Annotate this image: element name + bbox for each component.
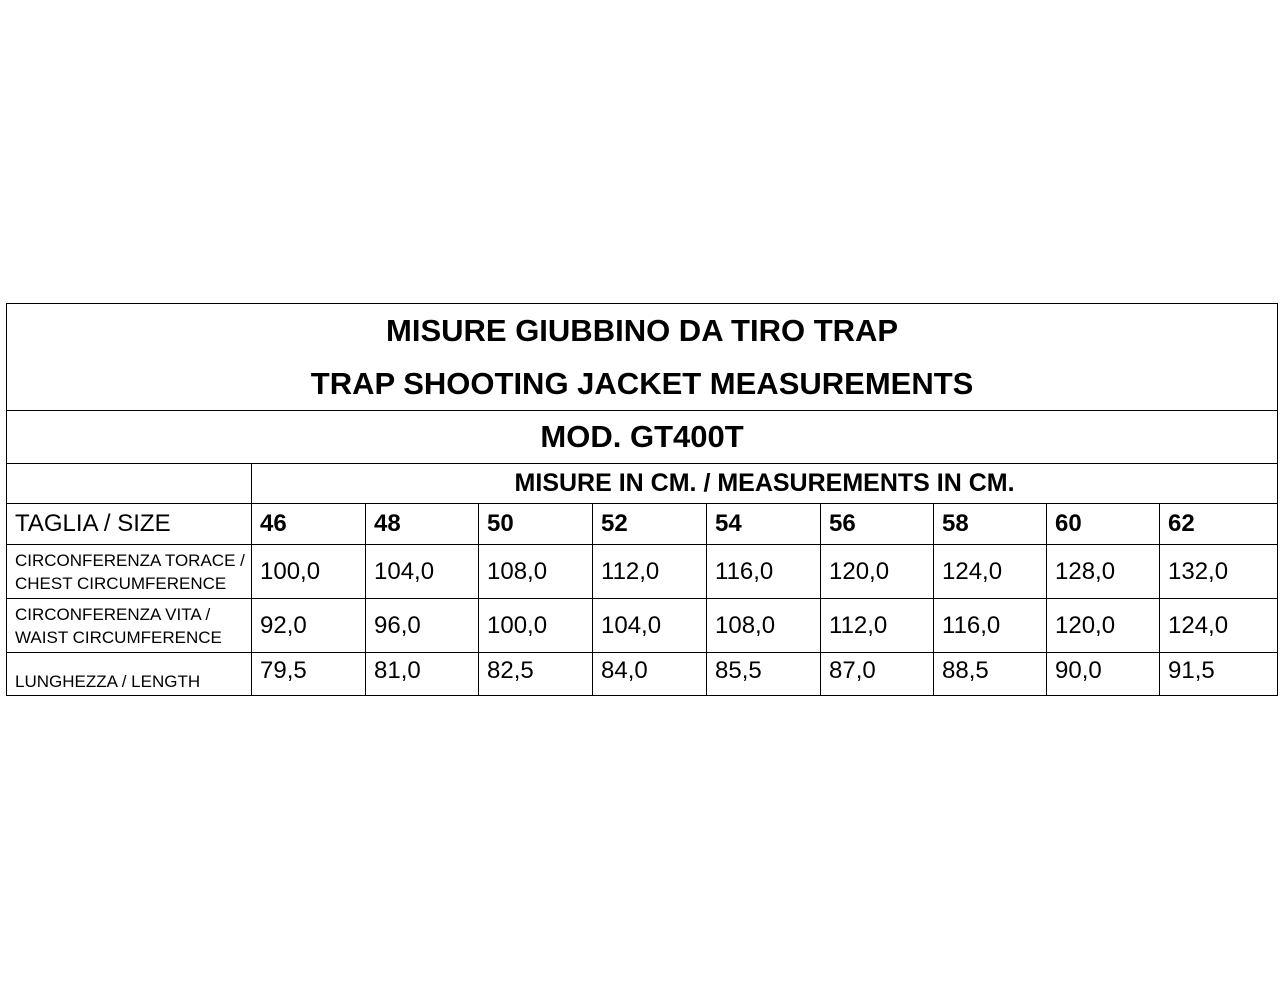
waist-value-cell: 112,0 — [821, 599, 934, 653]
chest-value-cell: 132,0 — [1160, 545, 1278, 599]
model-name: MOD. GT400T — [7, 411, 1278, 464]
size-header-cell: 52 — [593, 504, 707, 545]
title-italian: MISURE GIUBBINO DA TIRO TRAP — [386, 313, 899, 348]
size-header-cell: 46 — [252, 504, 366, 545]
size-header-cell: 50 — [479, 504, 593, 545]
length-value-cell: 81,0 — [366, 653, 479, 696]
chest-value-cell: 116,0 — [707, 545, 821, 599]
size-chart-table — [6, 303, 1278, 696]
chest-value-cell: 120,0 — [821, 545, 934, 599]
units-header: MISURE IN CM. / MEASUREMENTS IN CM. — [252, 464, 1278, 504]
length-value-cell: 79,5 — [252, 653, 366, 696]
length-value-cell: 85,5 — [707, 653, 821, 696]
chest-value-cell: 112,0 — [593, 545, 707, 599]
length-value-cell: 82,5 — [479, 653, 593, 696]
size-header-cell: 48 — [366, 504, 479, 545]
waist-value-cell: 96,0 — [366, 599, 479, 653]
units-row — [7, 464, 1278, 504]
waist-value-cell: 100,0 — [479, 599, 593, 653]
length-value-cell: 88,5 — [934, 653, 1047, 696]
length-value-cell: 90,0 — [1047, 653, 1160, 696]
waist-label-english: WAIST CIRCUMFERENCE — [15, 627, 222, 647]
waist-row — [7, 599, 1278, 653]
length-value-cell: 84,0 — [593, 653, 707, 696]
size-header-cell: 60 — [1047, 504, 1160, 545]
chest-label-italian: CIRCONFERENZA TORACE / — [15, 550, 245, 570]
chest-row-label — [7, 545, 252, 599]
size-header-cell: 58 — [934, 504, 1047, 545]
waist-label-italian: CIRCONFERENZA VITA / — [15, 604, 211, 624]
waist-value-cell: 120,0 — [1047, 599, 1160, 653]
waist-value-cell: 108,0 — [707, 599, 821, 653]
waist-value-cell: 104,0 — [593, 599, 707, 653]
size-header-cell: 54 — [707, 504, 821, 545]
chest-value-cell: 100,0 — [252, 545, 366, 599]
title-english: TRAP SHOOTING JACKET MEASUREMENTS — [310, 366, 974, 401]
length-value-cell: 91,5 — [1160, 653, 1278, 696]
chest-row — [7, 545, 1278, 599]
size-header-cell: 56 — [821, 504, 934, 545]
chest-value-cell: 104,0 — [366, 545, 479, 599]
length-value-cell: 87,0 — [821, 653, 934, 696]
waist-value-cell: 124,0 — [1160, 599, 1278, 653]
chest-value-cell: 108,0 — [479, 545, 593, 599]
size-row — [7, 504, 1278, 545]
size-header-cell: 62 — [1160, 504, 1278, 545]
chest-label-english: CHEST CIRCUMFERENCE — [15, 573, 227, 593]
size-row-label: TAGLIA / SIZE — [7, 504, 252, 545]
length-row-label: LUNGHEZZA / LENGTH — [7, 653, 252, 696]
length-row — [7, 653, 1278, 696]
waist-value-cell: 92,0 — [252, 599, 366, 653]
model-row — [7, 411, 1278, 464]
empty-corner-cell — [7, 464, 252, 504]
chest-value-cell: 128,0 — [1047, 545, 1160, 599]
title-row — [7, 304, 1278, 411]
title-cell — [7, 304, 1278, 411]
chest-value-cell: 124,0 — [934, 545, 1047, 599]
waist-value-cell: 116,0 — [934, 599, 1047, 653]
waist-row-label — [7, 599, 252, 653]
